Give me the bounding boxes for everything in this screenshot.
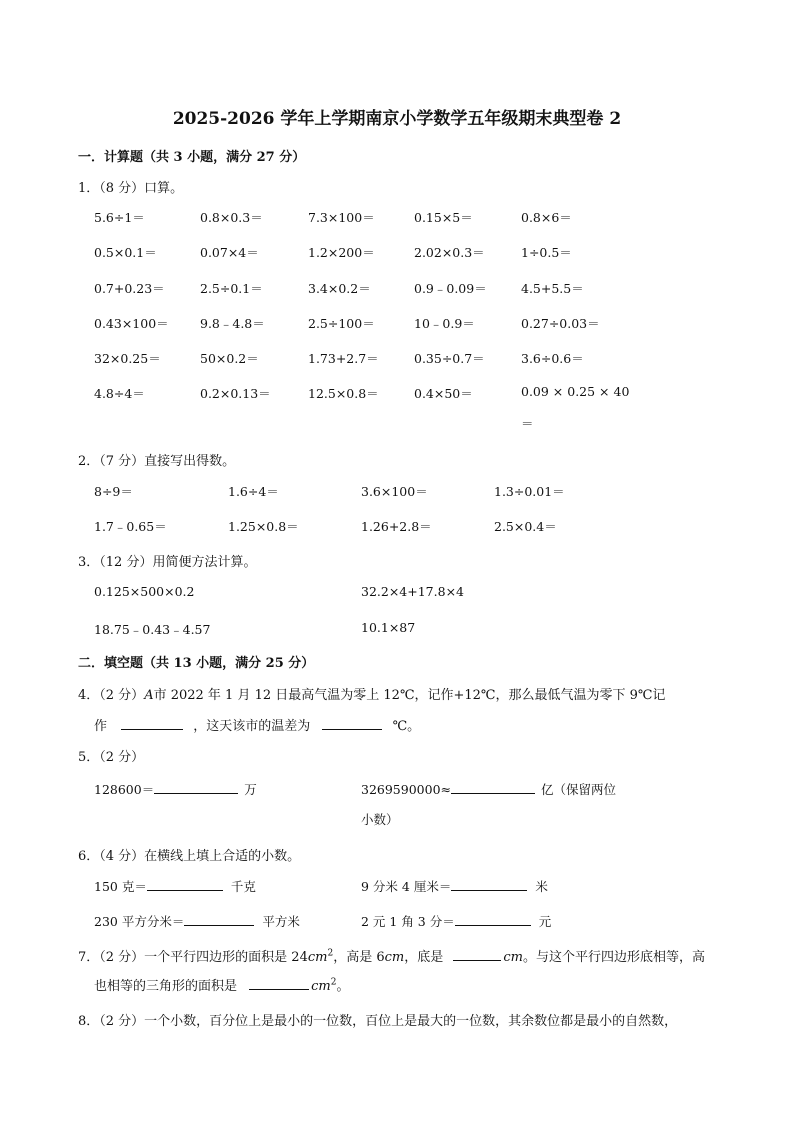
q6-item <box>94 877 256 895</box>
q1-item: 1.73+2.7＝ <box>308 351 379 366</box>
q1-item-continuation: ＝ <box>521 416 534 431</box>
question-4-line-2 <box>94 715 420 734</box>
q2-item: 1.6÷4＝ <box>228 484 279 499</box>
question-3-header: 3．（12 分）用简便方法计算。 <box>78 555 257 570</box>
q3-item: 0.125×500×0.2 <box>94 584 195 599</box>
q6-answer-blank[interactable] <box>184 912 254 926</box>
q1-item: 0.27÷0.03＝ <box>521 316 600 331</box>
q5-left-expression: 128600＝ <box>94 782 155 797</box>
q1-item: 0.4×50＝ <box>414 386 473 401</box>
q1-item: 0.09 × 0.25 × 40 <box>521 384 630 399</box>
q1-item: 0.07×4＝ <box>200 245 259 260</box>
q7-text: 。 <box>336 979 350 994</box>
q3-item: 32.2×4+17.8×4 <box>361 584 464 599</box>
q1-item: 1÷0.5＝ <box>521 245 572 260</box>
q2-item: 2.5×0.4＝ <box>494 519 557 534</box>
q7-answer-blank-2[interactable] <box>249 976 309 990</box>
q2-item: 3.6×100＝ <box>361 484 428 499</box>
question-6-header: 6．（4 分）在横线上填上合适的小数。 <box>78 849 301 864</box>
q1-item: 0.8×0.3＝ <box>200 210 263 225</box>
q6-item <box>94 912 300 930</box>
q6-unit: 米 <box>535 879 548 894</box>
q6-expression: 230 平方分米＝ <box>94 914 185 929</box>
q1-item: 0.7+0.23＝ <box>94 281 165 296</box>
q4-text: ℃。 <box>392 719 421 734</box>
q7-unit-cm: cm <box>311 979 331 994</box>
q7-text: 。与这个平行四边形底相等，高 <box>522 950 705 965</box>
q1-item: 9.8﹣4.8＝ <box>200 316 265 331</box>
q1-item: 2.5÷0.1＝ <box>200 281 263 296</box>
q1-item: 4.8÷4＝ <box>94 386 145 401</box>
q3-item: 18.75﹣0.43﹣4.57 <box>94 622 211 637</box>
q1-item: 7.3×100＝ <box>308 210 375 225</box>
q1-item: 4.5+5.5＝ <box>521 281 584 296</box>
q5-right-expression: 3269590000≈ <box>361 782 452 797</box>
q2-item: 1.26+2.8＝ <box>361 519 432 534</box>
q1-item: 3.6÷0.6＝ <box>521 351 584 366</box>
q1-item: 10﹣0.9＝ <box>414 316 475 331</box>
q4-text: 作 <box>94 719 108 734</box>
question-7-line-2 <box>94 975 350 994</box>
q7-answer-blank-1[interactable] <box>453 947 501 961</box>
q6-answer-blank[interactable] <box>147 877 223 891</box>
q4-city: A <box>144 688 154 703</box>
q1-item: 2.5÷100＝ <box>308 316 375 331</box>
q7-unit-cm: cm <box>307 950 328 965</box>
question-1-header: 1．（8 分）口算。 <box>78 181 184 196</box>
q1-item: 0.2×0.13＝ <box>200 386 271 401</box>
q7-text: 也相等的三角形的面积是 <box>94 979 238 994</box>
q7-text: ，底是 <box>404 950 444 965</box>
q1-item: 0.9﹣0.09＝ <box>414 281 487 296</box>
q1-item: 5.6÷1＝ <box>94 210 145 225</box>
question-2-header: 2．（7 分）直接写出得数。 <box>78 454 236 469</box>
q1-item: 12.5×0.8＝ <box>308 386 379 401</box>
q4-text: 市 2022 年 1 月 12 日最高气温为零上 12℃，记作+12℃，那么最低气温为零下 9℃记 <box>153 688 666 703</box>
section-heading-calculation: 一．计算题（共 3 小题，满分 27 分） <box>78 150 306 165</box>
q6-answer-blank[interactable] <box>455 912 531 926</box>
q6-expression: 9 分米 4 厘米＝ <box>361 879 452 894</box>
page-title: 2025-2026 学年上学期南京小学数学五年级期末典型卷 2 <box>172 109 622 129</box>
q1-item: 50×0.2＝ <box>200 351 259 366</box>
q1-item: 3.4×0.2＝ <box>308 281 371 296</box>
q6-unit: 平方米 <box>262 914 300 929</box>
q5-left-unit: 万 <box>244 782 257 797</box>
q6-expression: 150 克＝ <box>94 879 147 894</box>
q6-item <box>361 877 548 895</box>
q5-right-continuation: 小数） <box>361 812 399 827</box>
q4-prefix: 4．（2 分） <box>78 688 145 703</box>
section-heading-fill-blank: 二．填空题（共 13 小题，满分 25 分） <box>78 656 315 671</box>
q2-item: 1.3÷0.01＝ <box>494 484 565 499</box>
question-4-line-1 <box>78 684 665 703</box>
q1-item: 32×0.25＝ <box>94 351 161 366</box>
question-8-line-1: 8．（2 分）一个小数，百分位上是最小的一位数，百位上是最大的一位数，其余数位都是最小的自然数， <box>78 1014 678 1029</box>
q6-answer-blank[interactable] <box>451 877 527 891</box>
q6-unit: 元 <box>538 914 552 929</box>
q2-item: 8÷9＝ <box>94 484 133 499</box>
q1-item: 0.8×6＝ <box>521 210 572 225</box>
q6-expression: 2 元 1 角 3 分＝ <box>361 914 455 929</box>
q6-item <box>361 912 551 930</box>
q5-right-unit: 亿（保留两位 <box>541 782 617 797</box>
q1-item: 0.15×5＝ <box>414 210 473 225</box>
q4-text: ，这天该市的温差为 <box>193 719 311 734</box>
q1-item: 0.43×100＝ <box>94 316 169 331</box>
q4-answer-blank-2[interactable] <box>322 716 382 730</box>
q5-answer-blank-1[interactable] <box>154 780 238 794</box>
q4-answer-blank-1[interactable] <box>121 716 183 730</box>
q7-superscript: 2 <box>330 977 337 988</box>
q2-item: 1.25×0.8＝ <box>228 519 299 534</box>
q2-item: 1.7﹣0.65＝ <box>94 519 167 534</box>
q6-unit: 千克 <box>230 879 256 894</box>
q1-item: 0.35÷0.7＝ <box>414 351 485 366</box>
question-5-header: 5．（2 分） <box>78 750 145 765</box>
q7-text: 7．（2 分）一个平行四边形的面积是 24 <box>78 950 308 965</box>
q7-text: ，高是 6 <box>333 950 385 965</box>
q3-item: 10.1×87 <box>361 620 416 635</box>
q1-item: 0.5×0.1＝ <box>94 245 157 260</box>
q5-right <box>361 780 616 798</box>
q5-left <box>94 780 257 798</box>
question-7-line-1 <box>78 946 705 965</box>
q1-item: 1.2×200＝ <box>308 245 375 260</box>
q7-superscript: 2 <box>327 948 334 959</box>
q7-unit-cm: cm <box>503 950 523 965</box>
q5-answer-blank-2[interactable] <box>451 780 535 794</box>
q7-unit-cm: cm <box>384 950 405 965</box>
q1-item: 2.02×0.3＝ <box>414 245 485 260</box>
